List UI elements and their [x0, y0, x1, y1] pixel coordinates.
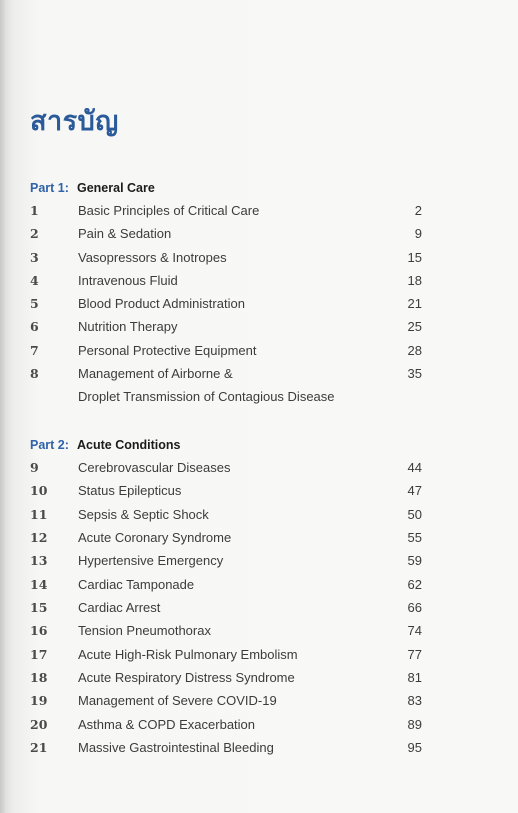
- part-label: Part 1:: [30, 181, 69, 195]
- chapter-number: 21: [30, 740, 48, 755]
- toc-entry[interactable]: [30, 690, 422, 712]
- page-number: 62: [407, 577, 422, 592]
- chapter-number: 10: [30, 483, 48, 498]
- chapter-title-continuation: Droplet Transmission of Contagious Disease: [78, 389, 335, 404]
- page-number: 77: [407, 647, 422, 662]
- chapter-title: Asthma & COPD Exacerbation: [78, 717, 256, 732]
- chapter-title: Blood Product Administration: [78, 296, 245, 311]
- chapter-number: 12: [30, 530, 48, 545]
- page-number: 66: [407, 600, 422, 615]
- chapter-number: 4: [30, 273, 39, 288]
- chapter-title: Pain & Sedation: [78, 226, 172, 241]
- chapter-title: Cardiac Arrest: [78, 600, 161, 615]
- part-label: Part 2:: [30, 438, 69, 452]
- chapter-title: Cardiac Tamponade: [78, 577, 195, 592]
- toc-entry[interactable]: [30, 504, 422, 526]
- chapter-number: 18: [30, 670, 48, 685]
- chapter-title: Tension Pneumothorax: [78, 623, 211, 638]
- chapter-title: Acute Coronary Syndrome: [78, 530, 232, 545]
- chapter-title: Acute High-Risk Pulmonary Embolism: [78, 647, 298, 662]
- page-number: 95: [407, 740, 422, 755]
- part-name: General Care: [77, 181, 155, 195]
- page-number: 55: [407, 530, 422, 545]
- toc-entry[interactable]: [30, 247, 422, 269]
- toc-entry[interactable]: [30, 480, 422, 502]
- toc-entry[interactable]: [30, 270, 422, 292]
- chapter-title: Cerebrovascular Diseases: [78, 460, 231, 475]
- page-number: 35: [407, 366, 422, 381]
- chapter-title: Vasopressors & Inotropes: [78, 250, 227, 265]
- page-number: 25: [407, 319, 422, 334]
- chapter-number: 3: [30, 250, 39, 265]
- toc-entry[interactable]: [30, 714, 422, 736]
- toc-entry[interactable]: [30, 620, 422, 642]
- chapter-title: Nutrition Therapy: [78, 319, 178, 334]
- toc-entry[interactable]: [30, 527, 422, 549]
- part-name: Acute Conditions: [77, 438, 181, 452]
- page-number: 21: [407, 296, 422, 311]
- toc-entry[interactable]: [30, 644, 422, 666]
- page-number: 74: [407, 623, 422, 638]
- toc-entry[interactable]: [30, 550, 422, 572]
- chapter-title: Intravenous Fluid: [78, 273, 178, 288]
- chapter-number: 11: [30, 507, 48, 522]
- chapter-number: 7: [30, 343, 39, 358]
- chapter-number: 5: [30, 296, 39, 311]
- chapter-title: Management of Severe COVID-19: [78, 693, 277, 708]
- page-number: 15: [407, 250, 422, 265]
- toc-entry[interactable]: [30, 293, 422, 315]
- chapter-title: Basic Principles of Critical Care: [78, 203, 260, 218]
- page-number: 50: [407, 507, 422, 522]
- page-binding-shadow: [0, 0, 6, 813]
- chapter-title: Hypertensive Emergency: [78, 553, 224, 568]
- toc-entry[interactable]: [30, 200, 422, 222]
- page-number: 47: [407, 483, 422, 498]
- page-number: 89: [407, 717, 422, 732]
- page-number: 18: [407, 273, 422, 288]
- toc-entry[interactable]: [30, 667, 422, 689]
- chapter-title: Massive Gastrointestinal Bleeding: [78, 740, 274, 755]
- page-number: 44: [407, 460, 422, 475]
- toc-entry[interactable]: [30, 597, 422, 619]
- toc-entry[interactable]: [30, 340, 422, 362]
- toc-entry[interactable]: [30, 223, 422, 245]
- chapter-title: Sepsis & Septic Shock: [78, 507, 209, 522]
- chapter-number: 9: [30, 460, 39, 475]
- chapter-number: 6: [30, 319, 39, 334]
- chapter-number: 15: [30, 600, 48, 615]
- chapter-number: 16: [30, 623, 48, 638]
- page-number: 59: [407, 553, 422, 568]
- chapter-number: 20: [30, 717, 48, 732]
- chapter-title: Acute Respiratory Distress Syndrome: [78, 670, 295, 685]
- chapter-number: 19: [30, 693, 48, 708]
- chapter-number: 17: [30, 647, 48, 662]
- page-number: 2: [414, 203, 422, 218]
- chapter-title: Status Epilepticus: [78, 483, 182, 498]
- page-title: สารบัญ: [30, 106, 119, 137]
- chapter-title: Management of Airborne &: [78, 366, 233, 381]
- chapter-number: 13: [30, 553, 48, 568]
- toc-entry[interactable]: [30, 363, 422, 385]
- chapter-title: Personal Protective Equipment: [78, 343, 257, 358]
- toc-entry[interactable]: [30, 737, 422, 759]
- toc-entry[interactable]: [30, 316, 422, 338]
- page-number: 83: [407, 693, 422, 708]
- chapter-number: 2: [30, 226, 39, 241]
- chapter-number: 8: [30, 366, 39, 381]
- chapter-number: 1: [30, 203, 39, 218]
- toc-entry[interactable]: [30, 574, 422, 596]
- chapter-number: 14: [30, 577, 48, 592]
- page-number: 81: [407, 670, 422, 685]
- page-number: 9: [414, 226, 422, 241]
- page-number: 28: [407, 343, 422, 358]
- toc-entry[interactable]: [30, 457, 422, 479]
